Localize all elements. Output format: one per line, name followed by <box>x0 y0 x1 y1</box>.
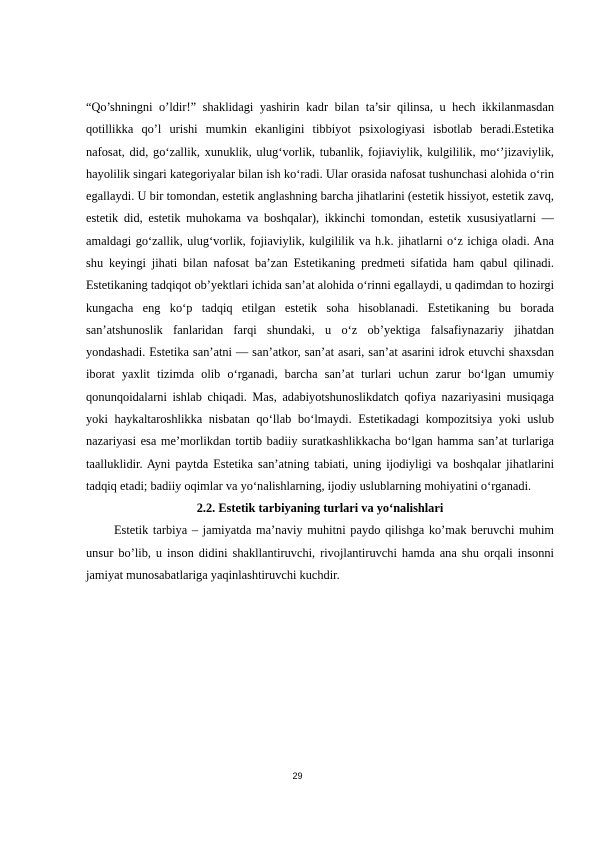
section-heading: 2.2. Estetik tarbiyaning turlari va yo‘nalishlari <box>196 501 444 516</box>
body-paragraph: “Qo’shningni o’ldir!” shaklidagi yashirin kadr bilan ta’sir qilinsa, u hech ikkilanmasdan qotillikka qo’l urishi mumkin ekanligini tibbiyot psixologiyasi isbotlab beradi.Estetika nafosat, did, go‘zallik, xunuklik, ulug‘vorlik, tubanlik, fojiaviylik, kulgililik, mo‘’jizaviylik, hayolilik singari kategoriyalar bilan ish ko‘radi. Ular orasida nafosat tushunchasi alohida o‘rin egallaydi. U bir tomondan, estetik anglashning barcha jihatlarini (estetik hissiyot, estetik zavq, estetik did, estetik muhokama va boshqalar), ikkinchi tomondan, estetik xususiyatlarni — amaldagi go‘zallik, ulug‘vorlik, fojiaviylik, kulgililik va h.k. jihatlarni o‘z ichiga oladi. Ana shu keyingi jihati bilan nafosat ba’zan Estetikaning predmeti sifatida ham qabul qilinadi. Estetikaning tadqiqot ob’yektlari ichida san’at alohida o‘rinni egallaydi, u qadimdan to hozirgi kungacha eng ko‘p tadqiq etilgan estetik soha hisoblanadi. Estetikaning bu borada san’atshunoslik fanlaridan farqi shundaki, u o‘z ob’yektiga falsafiynazariy jihatdan yondashadi. Estetika san’atni — san’atkor, san’at asari, san’at asarini idrok etuvchi shaxsdan iborat yaxlit tizimda olib o‘rganadi, barcha san’at turlari uchun zarur bo‘lgan umumiy qonunqoidalarni ishlab chiqadi. Mas, adabiyotshunoslikdatch qofiya nazariyasini musiqaga yoki haykaltaroshlikka nisbatan qo‘llab bo‘lmaydi. Estetikadagi kompozitsiya yoki uslub nazariyasi esa me’morlikdan tortib badiiy suratkashlikkacha bo‘lgan hamma san’at turlariga taalluklidir. Ayni paytda Estetika san’atning tabiati, uning ijodiyligi va boshqalar jihatlarini tadqiq etadi; badiiy oqimlar va yo‘nalishlarning, ijodiy uslublarning mohiyatini o‘rganadi. <box>86 100 554 493</box>
page-number: 29 <box>292 771 303 781</box>
section-paragraph: Estetik tarbiya – jamiyatda ma’naviy muhitni paydo qilishga ko’mak beruvchi muhim unsur bo’lib, u inson didini shakllantiruvchi, rivojlantiruvchi hamda ana shu orqali insonni jamiyat munosabatlariga yaqinlashtiruvchi kuchdir. <box>86 523 554 582</box>
page-content <box>86 96 554 586</box>
